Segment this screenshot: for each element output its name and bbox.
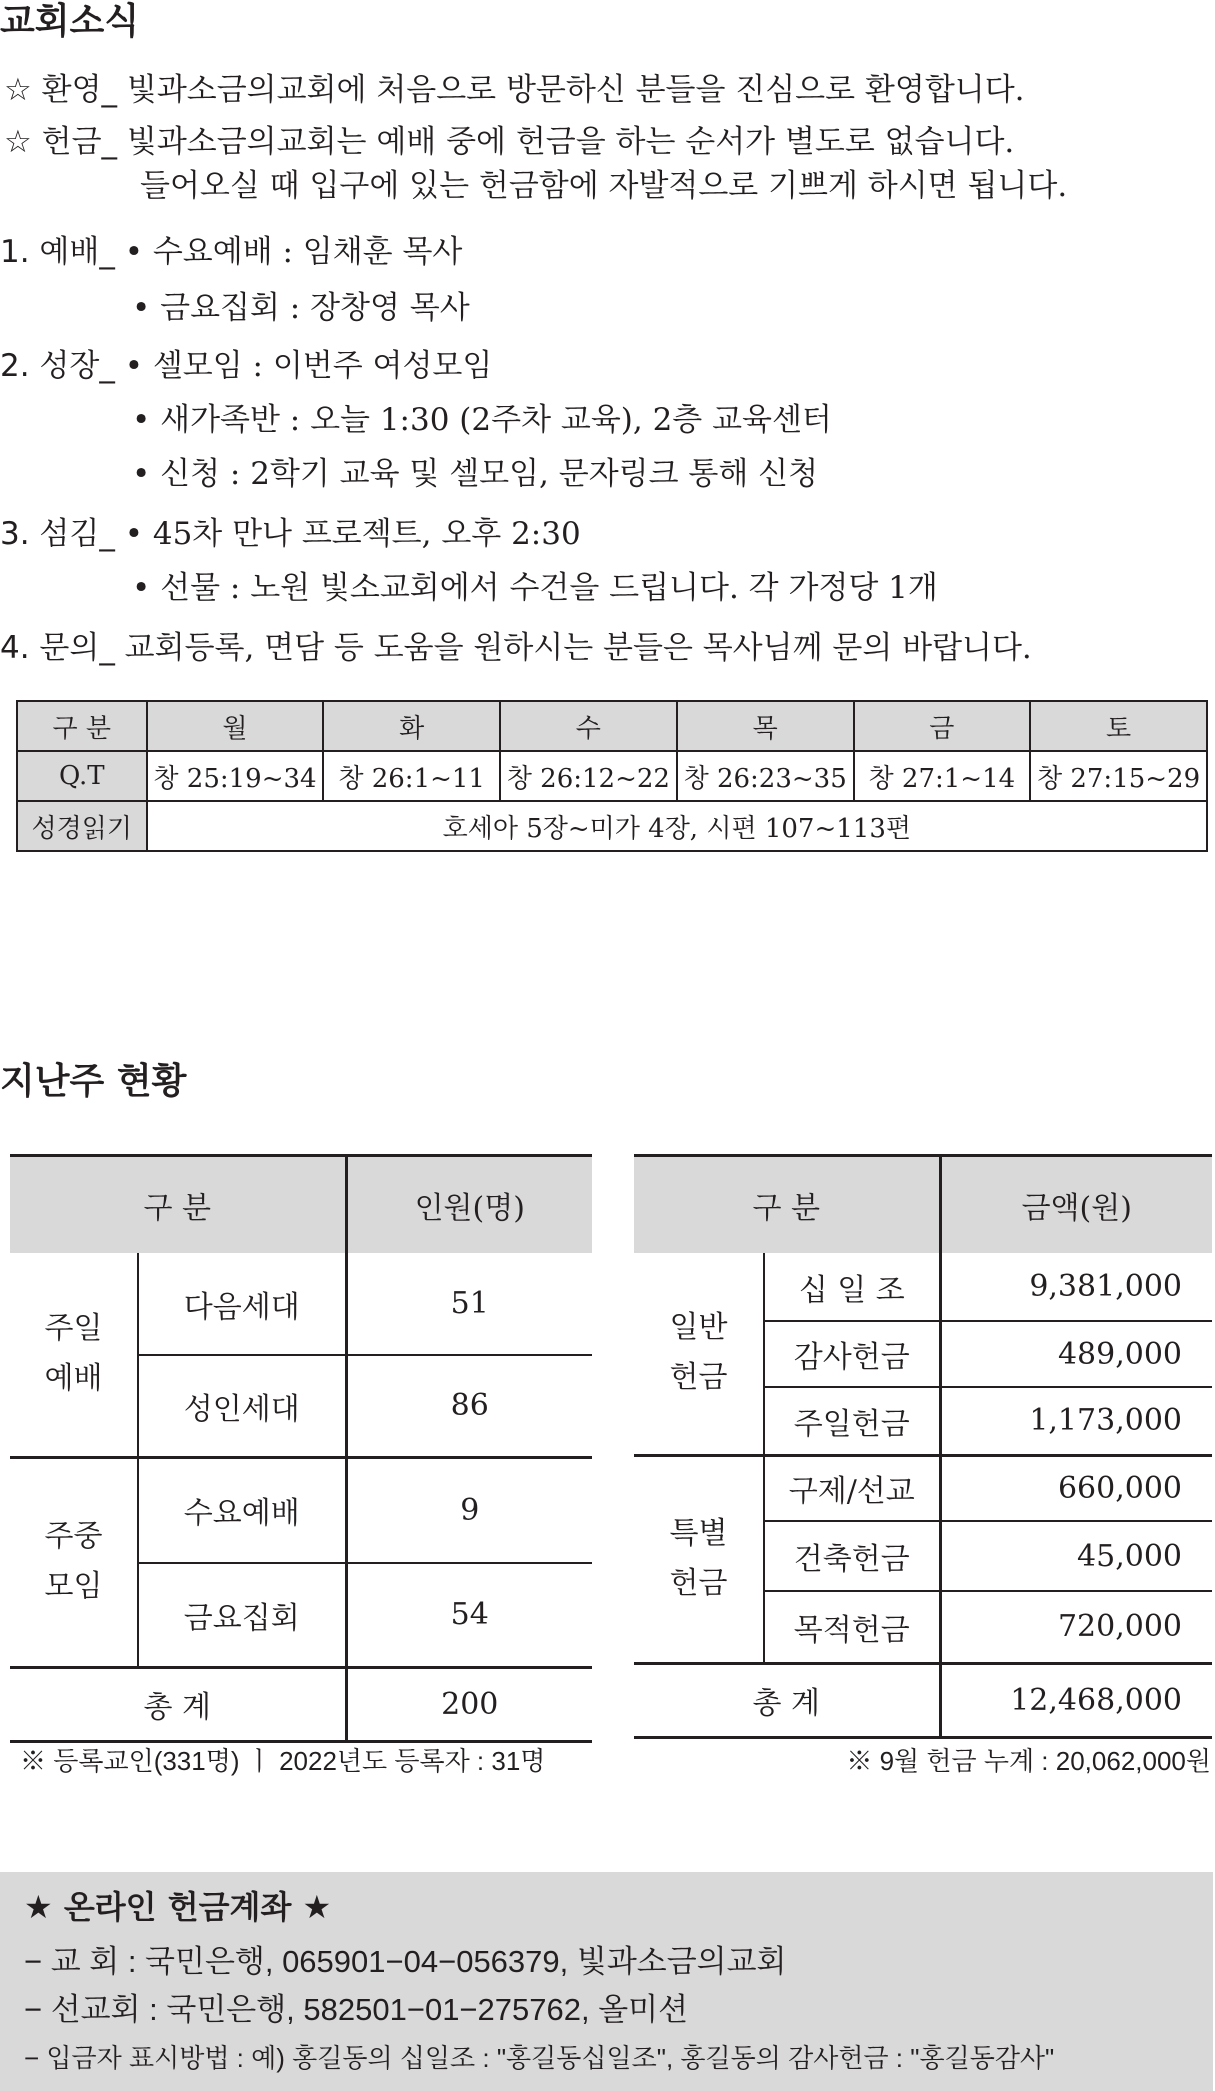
schedule-header: 토: [1030, 701, 1207, 751]
attendance-total-row: [10, 1667, 592, 1741]
offering-text-2: 들어오실 때 입구에 있는 헌금함에 자발적으로 기쁘게 하시면 됩니다.: [140, 168, 1068, 204]
offering-item-value: 660,000: [940, 1455, 1212, 1521]
offering-total-label: 총 계: [634, 1663, 940, 1737]
bullet-icon: •: [132, 456, 151, 492]
account-title: ★ 온라인 헌금계좌 ★: [24, 1888, 332, 1926]
offering-table: [634, 1154, 1212, 1739]
attendance-row: [10, 1457, 592, 1563]
item-2-c: 신청 : 2학기 교육 및 셀모임, 문자링크 통해 신청: [160, 456, 819, 492]
item-1-label: 1. 예배_: [0, 234, 115, 270]
offering-item-name: 구제/선교: [764, 1455, 940, 1521]
bullet-icon: •: [132, 290, 151, 326]
schedule-header: 금: [854, 701, 1031, 751]
schedule-header: 수: [500, 701, 677, 751]
schedule-header: 목: [677, 701, 854, 751]
offering-item-value: 1,173,000: [940, 1387, 1212, 1455]
attendance-row: [10, 1253, 592, 1355]
item-1-sub: [132, 288, 470, 328]
account-mission: − 선교회 : 국민은행, 582501−01−275762, 올미션: [24, 1992, 689, 2027]
item-4-label: 4. 문의_: [0, 630, 115, 666]
item-4-text: 교회등록, 면담 등 도움을 원하시는 분들은 목사님께 문의 바랍니다.: [114, 630, 1032, 666]
attendance-header-row: [10, 1156, 592, 1254]
item-3-label: 3. 섬김_: [0, 516, 115, 552]
reading-cell: 호세아 5장~미가 4장, 시편 107~113편: [147, 801, 1207, 851]
offering-row: [634, 1455, 1212, 1521]
offering-item-value: 45,000: [940, 1521, 1212, 1591]
attendance-header-category: 구 분: [10, 1156, 346, 1254]
offering-header-row: [634, 1156, 1212, 1254]
attendance-total-label: 총 계: [10, 1667, 346, 1741]
qt-cell: 창 25:19~34: [147, 751, 324, 801]
offering-item-name: 주일헌금: [764, 1387, 940, 1455]
schedule-header: 월: [147, 701, 324, 751]
attendance-table: [10, 1154, 592, 1743]
account-deposit-method: − 입금자 표시방법 : 예) 홍길동의 십일조 : "홍길동십일조", 홍길동의 감사헌금 : "홍길동감사": [24, 2043, 1055, 2073]
account-church: − 교 회 : 국민은행, 065901−04−056379, 빛과소금의교회: [24, 1944, 787, 1979]
registered-members-note: ※ 등록교인(331명) ㅣ 2022년도 등록자 : 31명: [20, 1746, 546, 1776]
attendance-item-value: 54: [346, 1563, 592, 1667]
offering-header-value: 금액(원): [940, 1156, 1212, 1254]
welcome-text: 빛과소금의교회에 처음으로 방문하신 분들을 진심으로 환영합니다.: [117, 72, 1025, 108]
offering-line: [4, 122, 1014, 162]
attendance-group-label: 주일 예배: [44, 1311, 103, 1397]
qt-cell: 창 27:1~14: [854, 751, 1031, 801]
welcome-label: ☆ 환영_: [4, 72, 118, 108]
offering-group: [634, 1455, 764, 1663]
qt-label: Q.T: [17, 751, 147, 801]
last-week-title: 지난주 현황: [0, 1061, 187, 1102]
offering-item-value: 489,000: [940, 1321, 1212, 1387]
offering-text-1: 빛과소금의교회는 예배 중에 헌금을 하는 순서가 별도로 없습니다.: [117, 124, 1015, 160]
bullet-icon: •: [124, 348, 143, 384]
attendance-group: [10, 1253, 138, 1457]
bullet-icon: •: [124, 516, 143, 552]
attendance-group: [10, 1457, 138, 1667]
offering-group-label: 특별 헌금: [669, 1516, 728, 1601]
offering-total-row: [634, 1663, 1212, 1737]
offering-item-value: 9,381,000: [940, 1253, 1212, 1321]
schedule-reading-row: [17, 801, 1207, 851]
item-2-label: 2. 성장_: [0, 348, 115, 384]
qt-cell: 창 26:1~11: [323, 751, 500, 801]
item-4: [0, 628, 1032, 668]
item-3-a: 45차 만나 프로젝트, 오후 2:30: [152, 516, 581, 552]
offering-group-label: 일반 헌금: [669, 1310, 728, 1396]
schedule-qt-row: [17, 751, 1207, 801]
attendance-item-value: 86: [346, 1355, 592, 1457]
welcome-line: [4, 70, 1025, 110]
qt-cell: 창 27:15~29: [1030, 751, 1207, 801]
offering-group: [634, 1253, 764, 1455]
item-3-sub: [132, 568, 938, 608]
attendance-item-value: 9: [346, 1457, 592, 1563]
attendance-group-label: 주중 모임: [44, 1519, 103, 1604]
attendance-item-name: 다음세대: [138, 1253, 346, 1355]
bullet-icon: •: [132, 402, 151, 438]
item-2-a: 셀모임 : 이번주 여성모임: [152, 348, 493, 384]
offering-item-value: 720,000: [940, 1591, 1212, 1663]
item-1-a: 수요예배 : 임채훈 목사: [152, 234, 463, 270]
item-3: [0, 514, 581, 554]
qt-cell: 창 26:12~22: [500, 751, 677, 801]
offering-item-name: 건축헌금: [764, 1521, 940, 1591]
item-2-b: 새가족반 : 오늘 1:30 (2주차 교육), 2층 교육센터: [160, 402, 832, 438]
offering-label: ☆ 헌금_: [4, 124, 118, 160]
item-2-sub-c: [132, 454, 818, 494]
schedule-header-row: [17, 701, 1207, 751]
qt-schedule-table: [16, 700, 1208, 852]
offering-item-name: 십 일 조: [764, 1253, 940, 1321]
monthly-offering-note: ※ 9월 헌금 누계 : 20,062,000원: [846, 1746, 1211, 1776]
schedule-header: 구 분: [17, 701, 147, 751]
online-offering-account-box: [0, 1872, 1213, 2091]
item-1: [0, 232, 462, 272]
attendance-item-name: 수요예배: [138, 1457, 346, 1563]
item-3-b: 선물 : 노원 빛소교회에서 수건을 드립니다. 각 가정당 1개: [160, 570, 938, 606]
offering-item-name: 감사헌금: [764, 1321, 940, 1387]
offering-item-name: 목적헌금: [764, 1591, 940, 1663]
schedule-header: 화: [323, 701, 500, 751]
attendance-item-name: 금요집회: [138, 1563, 346, 1667]
news-title: 교회소식: [0, 1, 140, 42]
qt-cell: 창 26:23~35: [677, 751, 854, 801]
item-1-b: 금요집회 : 장창영 목사: [160, 290, 470, 326]
offering-header-category: 구 분: [634, 1156, 940, 1254]
offering-row: [634, 1253, 1212, 1321]
bullet-icon: •: [124, 234, 143, 270]
attendance-header-value: 인원(명): [346, 1156, 592, 1254]
item-2-sub-b: [132, 400, 832, 440]
reading-label: 성경읽기: [17, 801, 147, 851]
offering-total-value: 12,468,000: [940, 1663, 1212, 1737]
attendance-total-value: 200: [346, 1667, 592, 1741]
bullet-icon: •: [132, 570, 151, 606]
item-2: [0, 346, 492, 386]
attendance-item-name: 성인세대: [138, 1355, 346, 1457]
attendance-item-value: 51: [346, 1253, 592, 1355]
